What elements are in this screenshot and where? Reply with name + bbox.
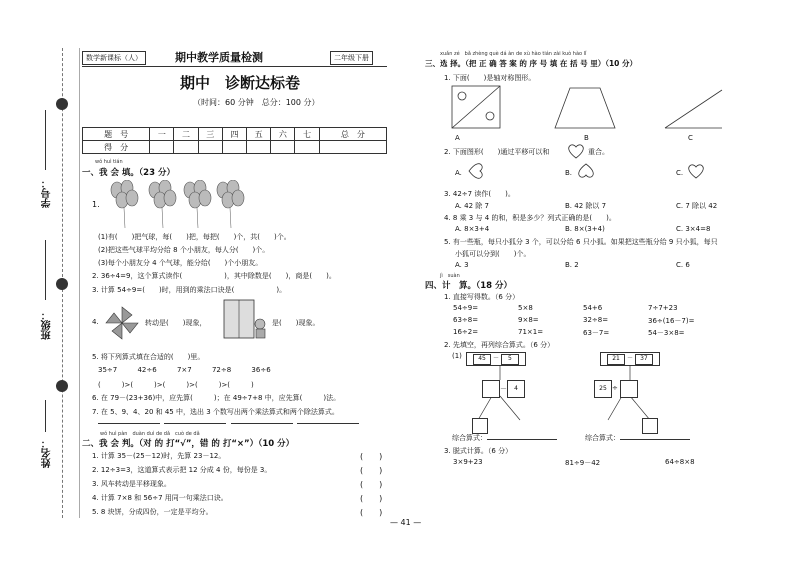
choice-label: C [688,134,693,142]
q1-number: 1. [92,200,100,209]
score-header: 四 [222,128,246,141]
calc-item: 54÷9= [453,304,479,312]
operator: ÷ [612,384,618,392]
q3: 3. 计算 54÷9=( )时，用到的乘法口诀是( )。 [92,286,287,294]
calc-item: 36÷(16－7)= [648,317,695,325]
calc-q2-part1: (1) [452,352,462,360]
judge-answer[interactable]: ( ) [360,466,383,475]
choice-q5-line2: 小狐可以分到( )个。 [455,250,531,258]
combined-label [452,433,557,443]
flow1-top-box [466,352,526,366]
flow-value: 25 [594,380,612,398]
seat-number-label: 学号： [42,178,53,208]
score-cell[interactable] [150,141,174,154]
score-cell[interactable] [319,141,386,154]
q5-compare[interactable]: ( )>( )>( )>( )>( ) [98,381,254,389]
score-header: 五 [247,128,271,141]
calc-item: 7÷7+23 [648,304,678,312]
operator: － [626,355,633,362]
choice-q3: 3. 42÷7 读作( )。 [444,190,515,198]
page-number: — 41 — [390,518,422,527]
q5-expr: 36÷6 [251,366,271,374]
calc-item: 54+6 [583,304,603,312]
section3-pinyin: xuǎn zé bǎ zhèng què dá àn de xù hào tián zài kuò hào lǐ [440,51,587,57]
score-header: 总 分 [319,128,386,141]
calc-item: 16÷2= [453,328,479,336]
q5-expr: 72÷8 [211,366,232,374]
header-rule [82,66,387,67]
calc-item: 5×8 [518,304,533,312]
balloons-image [105,180,250,230]
score-cell[interactable] [247,141,271,154]
section1-pinyin: wǒ huì tián [95,159,123,165]
calc-item: 32÷8= [583,316,609,324]
stepwise-item: 81÷9－42 [565,459,601,467]
operator: － [492,355,499,362]
score-header: 题 号 [83,128,150,141]
page-title: 期中 诊断达标卷 [180,74,301,92]
judge-item: 4. 计算 7×8 和 56÷7 用同一句乘法口诀。 [92,494,228,502]
combined-text: 综合算式： [585,434,620,442]
q7: 7. 在 5、9、4、20 和 45 中，选出 3 个数写出两个乘法算式和两个除法算式。 [92,408,339,416]
choice-option: B. 42 除以 7 [565,202,607,210]
calc-item: 63－7= [583,329,610,337]
choice-option: A. 3 [455,261,469,269]
calc-item: 71×1= [518,328,544,336]
combined-label [585,433,690,443]
choice-q1: 1. 下面( )是轴对称图形。 [444,74,536,82]
judge-item: 1. 计算 35－(25－12)时，先算 23－12。 [92,452,226,460]
section2-heading: 二、我 会 判。（对 的 打“√”，错 的 打“×”）（10 分） [82,439,295,449]
choice-q2-tail: 重合。 [588,148,609,156]
score-cell[interactable] [174,141,198,154]
score-cell[interactable] [222,141,246,154]
choice-option: A. 42 除 7 [455,202,489,210]
choice-option: C. 7 除以 42 [676,202,718,210]
choice-q2: 2. 下面图形( )通过平移可以和 [444,148,550,156]
flow-value: 37 [635,354,653,365]
flow2-result-box[interactable] [642,418,658,434]
judge-item: 2. 12÷3=3，这道算式表示把 12 分成 4 份，每份是 3。 [92,466,272,474]
choice-label: B. [565,169,573,177]
calc-q2: 2. 先填空，再列综合算式。（6 分） [444,341,555,349]
score-header: 七 [295,128,319,141]
section4-heading: 四、计 算。（18 分） [425,281,513,291]
choice-option: C. 6 [676,261,690,269]
score-cell[interactable] [271,141,295,154]
choice-q5: 5. 有一些瓶，每只小狐分 3 个，可以分给 6 只小狐。如果把这些瓶分给 9 只小狐，每只 [444,238,718,246]
score-header: 二 [174,128,198,141]
choice-option: B. 2 [565,261,579,269]
q5-expressions [98,366,271,374]
score-header: 三 [198,128,222,141]
choice-label: A [455,134,460,142]
q7-answer-lines[interactable] [98,418,359,426]
flow-value: 5 [501,354,519,365]
heart-option-b-icon [575,163,597,179]
combined-answer[interactable] [620,439,690,440]
q5: 5. 将下列算式填在合适的( )里。 [92,353,205,361]
flow-value: 45 [473,354,491,365]
textbook-tag: 数学新课标（人） [82,51,146,65]
q1-part3: (3)每个小朋友分 4 个气球，能分给( )个小朋友。 [98,259,263,267]
heart-shape-icon [566,143,586,159]
window-image [222,298,268,340]
choice-q4: 4. 8 乘 3 与 4 的和，积是多少？列式正确的是( )。 [444,214,616,222]
pinwheel-image [102,303,142,343]
choice-option: C. 3×4=8 [676,225,711,233]
calc-item: 63÷8= [453,316,479,324]
binding-hole [56,278,68,290]
flow1-answer-box[interactable] [482,380,500,398]
q1-part1: (1)有( )把气球，每( )把，每把( )个，共( )个。 [98,233,291,241]
judge-item: 5. 8 块饼，分成四份，一定是平均分。 [92,508,213,516]
choice-option: A. 8×3+4 [455,225,490,233]
q5-expr: 42÷6 [137,366,157,374]
binding-hole [56,380,68,392]
score-table [82,127,387,154]
score-header: 一 [150,128,174,141]
flow1-result-box[interactable] [472,418,488,434]
symmetry-figures [450,84,730,134]
score-row-label: 得 分 [83,141,150,154]
calc-item: 54－3×8= [648,329,685,337]
judge-answer[interactable]: ( ) [360,494,383,503]
grade-tag: 二年级下册 [330,51,373,65]
choice-label: A. [455,169,462,177]
q6: 6. 在 79－(23+36)中，应先算( )；在 49÷7+8 中，应先算( )法。 [92,394,341,402]
section2-pinyin: wǒ huì pàn duàn duì de dǎ cuò de dǎ [100,431,200,437]
exam-banner: 期中教学质量检测 [175,51,263,64]
q2: 2. 36÷4=9，这个算式读作( )，其中除数是( )，商是( )。 [92,272,336,280]
q4-text1: 转动是( )现象， [145,319,207,327]
combined-answer[interactable] [487,439,557,440]
score-header: 六 [271,128,295,141]
judge-answer[interactable]: ( ) [360,508,383,517]
q4-text2: 是( )现象。 [272,319,320,327]
flow-value: 4 [507,380,525,398]
heart-option-c-icon [686,162,706,180]
score-cell[interactable] [295,141,319,154]
judge-answer[interactable]: ( ) [360,480,383,489]
class-field[interactable] [45,240,46,300]
q5-expr: 7×7 [176,366,192,374]
choice-option: B. 8×(3+4) [565,225,605,233]
stepwise-item: 3×9+23 [453,458,483,466]
binding-hole [56,98,68,110]
section3-heading: 三、选 择。（把 正 确 答 案 的 序 号 填 在 括 号 里）（10 分） [425,59,637,68]
choice-label: B [584,134,589,142]
operator: － [500,385,507,393]
exam-time-score: （时间：60 分钟 总分：100 分） [193,98,320,107]
class-label: 班级： [42,310,53,340]
calc-q3: 3. 脱式计算。（6 分） [444,447,513,455]
stepwise-item: 64÷8×8 [665,458,695,466]
calc-item: 9×8= [518,316,539,324]
seat-number-field[interactable] [45,110,46,170]
flow-value: 21 [607,354,625,365]
section1-heading: 一、我 会 填。（23 分） [82,168,175,178]
heart-option-a-icon [465,163,487,179]
q4-number: 4. [92,318,99,326]
q5-expr: 35÷7 [98,366,118,374]
judge-answer[interactable]: ( ) [360,452,383,461]
flow2-top-box [600,352,660,366]
score-cell[interactable] [198,141,222,154]
name-field[interactable] [45,400,46,432]
name-label: 姓名： [42,438,53,468]
combined-text: 综合算式： [452,434,487,442]
q1-part2: (2)把这些气球平均分给 8 个小朋友，每人分( )个。 [98,246,270,254]
choice-label: C. [676,169,684,177]
calc-q1: 1. 直接写得数。（6 分） [444,293,520,301]
flow2-answer-box[interactable] [620,380,638,398]
section4-pinyin: jì suàn [440,273,460,279]
judge-item: 3. 风车转动是平移现象。 [92,480,171,488]
